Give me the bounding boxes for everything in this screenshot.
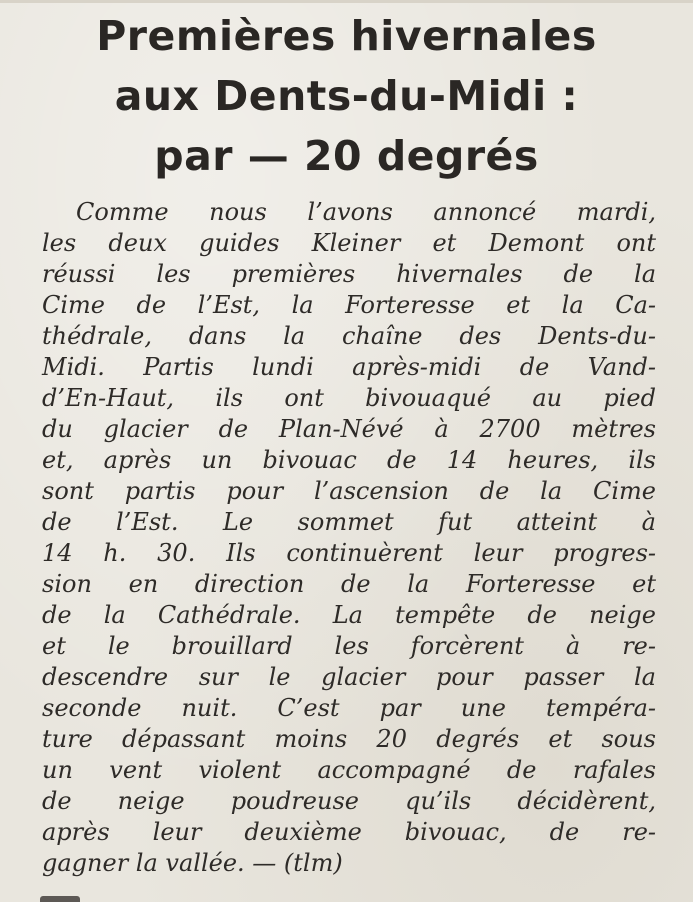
article-line: 14 h. 30. Ils continuèrent leur progres-: [42, 539, 656, 567]
article-line: du glacier de Plan-Névé à 2700 mètres: [42, 415, 656, 443]
article-line: gagner la vallée. — (tlm): [42, 849, 343, 877]
headline-line: par — 20 degrés: [154, 132, 539, 180]
headline-line: aux Dents-du-Midi :: [114, 72, 579, 120]
article-line: sion en direction de la Forteresse et: [42, 570, 656, 598]
article-headline: [0, 6, 693, 186]
headline-line: Premières hivernales: [96, 12, 597, 60]
article-line: Midi. Partis lundi après-midi de Vand-: [42, 353, 656, 381]
article-line: seconde nuit. C’est par une tempéra-: [42, 694, 656, 722]
article-line: de neige poudreuse qu’ils décidèrent,: [42, 787, 656, 815]
article-line: de la Cathédrale. La tempête de neige: [42, 601, 656, 629]
paper-edge: [0, 0, 693, 3]
article-line: de l’Est. Le sommet fut atteint à: [42, 508, 656, 536]
article-line: et, après un bivouac de 14 heures, ils: [42, 446, 656, 474]
article-line: un vent violent accompagné de rafales: [42, 756, 656, 784]
article-line: réussi les premières hivernales de la: [42, 260, 656, 288]
article-line: d’En-Haut, ils ont bivouaqué au pied: [42, 384, 656, 412]
article-line: Cime de l’Est, la Forteresse et la Ca-: [42, 291, 656, 319]
article-line: thédrale, dans la chaîne des Dents-du-: [42, 322, 656, 350]
article-line: Comme nous l’avons annoncé mardi,: [76, 198, 656, 226]
article-line: ture dépassant moins 20 degrés et sous: [42, 725, 656, 753]
article-line: et le brouillard les forcèrent à re-: [42, 632, 656, 660]
article-body: [42, 197, 656, 879]
article-line: descendre sur le glacier pour passer la: [42, 663, 656, 691]
article-line: après leur deuxième bivouac, de re-: [42, 818, 656, 846]
article-line: les deux guides Kleiner et Demont ont: [42, 229, 656, 257]
article-line: sont partis pour l’ascension de la Cime: [42, 477, 656, 505]
next-article-fragment: [40, 896, 80, 902]
